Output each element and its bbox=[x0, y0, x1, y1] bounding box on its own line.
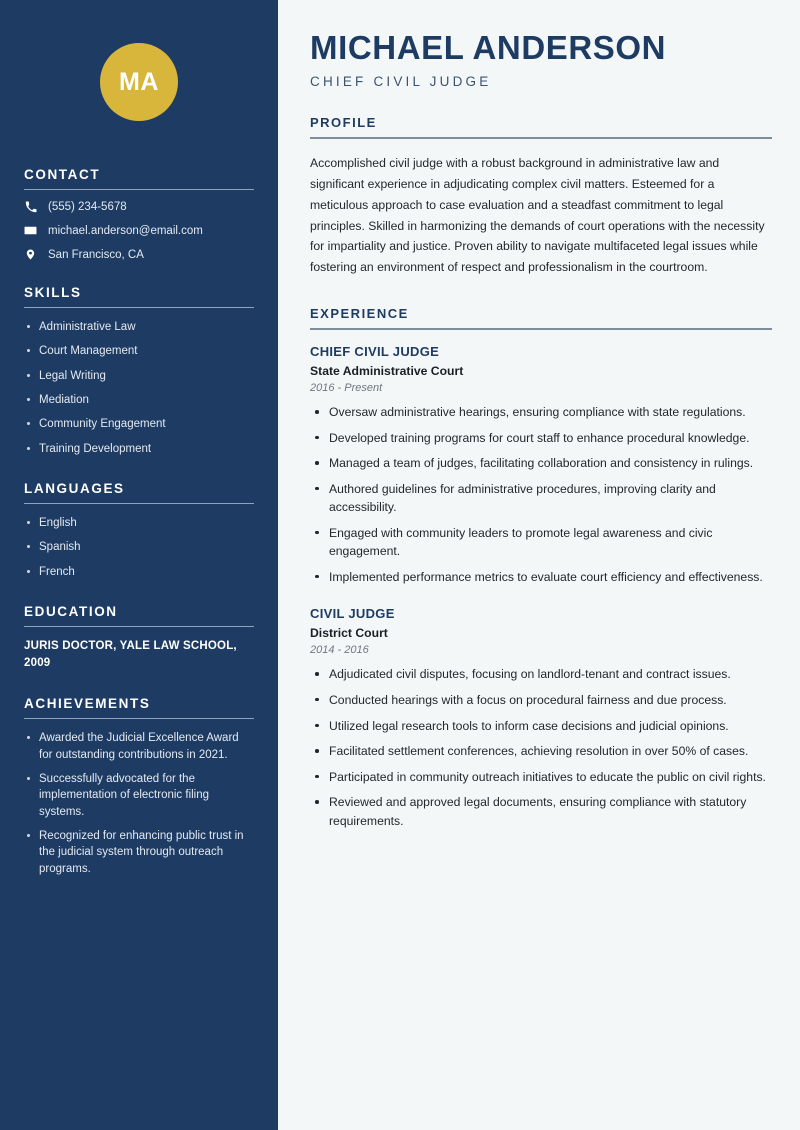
languages-list bbox=[24, 515, 254, 580]
contact-item-email[interactable] bbox=[24, 224, 254, 237]
achievements-divider bbox=[24, 718, 254, 719]
list-item: Implemented performance metrics to evaluate court efficiency and effectiveness. bbox=[310, 568, 772, 587]
experience-role: CHIEF CIVIL JUDGE bbox=[310, 344, 440, 360]
avatar-container bbox=[24, 0, 254, 167]
contact-item-phone[interactable] bbox=[24, 201, 254, 213]
map-pin-icon bbox=[24, 248, 37, 261]
education-divider bbox=[24, 626, 254, 627]
contact-email-value: michael.anderson@email.com bbox=[48, 224, 203, 237]
list-item: Community Engagement bbox=[24, 416, 254, 432]
experience-heading: EXPERIENCE bbox=[310, 306, 409, 322]
phone-icon bbox=[24, 201, 37, 213]
profile-text: Accomplished civil judge with a robust background in administrative law and significant experience in adjudicating complex civil matters. Esteemed for a meticulous approach to case evaluation and a steadfast commitment to legal principles. Skilled in harmonizing the demands of court operations with the necessity for impartiality and justice. Proven ability to navigate multifaceted legal issues while fostering an environment of respect and professionalism in the courtroom. bbox=[310, 155, 765, 275]
page-title: MICHAEL ANDERSON bbox=[310, 29, 667, 66]
skills-list bbox=[24, 319, 254, 457]
contact-phone-value: (555) 234-5678 bbox=[48, 201, 127, 213]
education-section bbox=[24, 604, 254, 673]
languages-divider bbox=[24, 503, 254, 504]
experience-company: State Administrative Court bbox=[310, 364, 464, 379]
education-heading: EDUCATION bbox=[24, 603, 118, 619]
experience-divider bbox=[310, 328, 772, 330]
contact-location-value: San Francisco, CA bbox=[48, 248, 144, 261]
list-item: Adjudicated civil disputes, focusing on landlord-tenant and contract issues. bbox=[310, 665, 772, 684]
achievements-section bbox=[24, 696, 254, 877]
professional-title: CHIEF CIVIL JUDGE bbox=[310, 73, 492, 89]
achievements-list bbox=[24, 730, 254, 877]
list-item: Utilized legal research tools to inform case decisions and judicial opinions. bbox=[310, 717, 772, 736]
list-item: Developed training programs for court staff to enhance procedural knowledge. bbox=[310, 429, 772, 448]
envelope-icon bbox=[24, 224, 37, 237]
profile-section bbox=[310, 115, 772, 279]
list-item: Managed a team of judges, facilitating collaboration and consistency in rulings. bbox=[310, 454, 772, 473]
main-content bbox=[278, 0, 800, 1130]
list-item: Legal Writing bbox=[24, 368, 254, 384]
list-item: Reviewed and approved legal documents, ensuring compliance with statutory requirements. bbox=[310, 793, 772, 830]
list-item: Successfully advocated for the implementation of electronic filing systems. bbox=[24, 771, 254, 820]
list-item: Engaged with community leaders to promote legal awareness and civic engagement. bbox=[310, 524, 772, 561]
list-item: French bbox=[24, 564, 254, 580]
list-item: Court Management bbox=[24, 343, 254, 359]
list-item: Facilitated settlement conferences, achieving resolution in over 50% of cases. bbox=[310, 742, 772, 761]
list-item: Oversaw administrative hearings, ensuring compliance with state regulations. bbox=[310, 403, 772, 422]
experience-role: CIVIL JUDGE bbox=[310, 606, 395, 622]
list-item: Mediation bbox=[24, 392, 254, 408]
languages-section bbox=[24, 481, 254, 580]
list-item: Participated in community outreach initiatives to educate the public on civil rights. bbox=[310, 768, 772, 787]
profile-divider bbox=[310, 137, 772, 139]
contact-heading: CONTACT bbox=[24, 167, 101, 182]
skills-heading: SKILLS bbox=[24, 285, 82, 300]
skills-divider bbox=[24, 307, 254, 308]
list-item: Administrative Law bbox=[24, 319, 254, 335]
list-item: Awarded the Judicial Excellence Award for outstanding contributions in 2021. bbox=[24, 730, 254, 763]
experience-dates: 2014 - 2016 bbox=[310, 644, 369, 657]
list-item: Conducted hearings with a focus on procedural fairness and due process. bbox=[310, 691, 772, 710]
skills-section bbox=[24, 285, 254, 457]
profile-heading: PROFILE bbox=[310, 114, 377, 130]
experience-entry bbox=[310, 344, 772, 586]
avatar: MA bbox=[100, 43, 178, 121]
education-entry: JURIS DOCTOR, YALE LAW SCHOOL, 2009 bbox=[24, 639, 237, 670]
contact-divider bbox=[24, 189, 254, 190]
experience-dates: 2016 - Present bbox=[310, 382, 383, 395]
list-item: English bbox=[24, 515, 254, 531]
contact-item-location[interactable] bbox=[24, 248, 254, 261]
list-item: Spanish bbox=[24, 539, 254, 555]
experience-bullets bbox=[310, 665, 772, 830]
experience-section bbox=[310, 306, 772, 830]
achievements-heading: ACHIEVEMENTS bbox=[24, 696, 151, 712]
languages-heading: LANGUAGES bbox=[24, 480, 125, 496]
experience-company: District Court bbox=[310, 626, 388, 641]
list-item: Recognized for enhancing public trust in the judicial system through outreach programs. bbox=[24, 828, 254, 877]
contact-section bbox=[24, 167, 254, 261]
list-item: Authored guidelines for administrative procedures, improving clarity and accessibility. bbox=[310, 480, 772, 517]
experience-bullets bbox=[310, 403, 772, 586]
sidebar bbox=[0, 0, 278, 1130]
list-item: Training Development bbox=[24, 441, 254, 457]
experience-entry bbox=[310, 606, 772, 830]
